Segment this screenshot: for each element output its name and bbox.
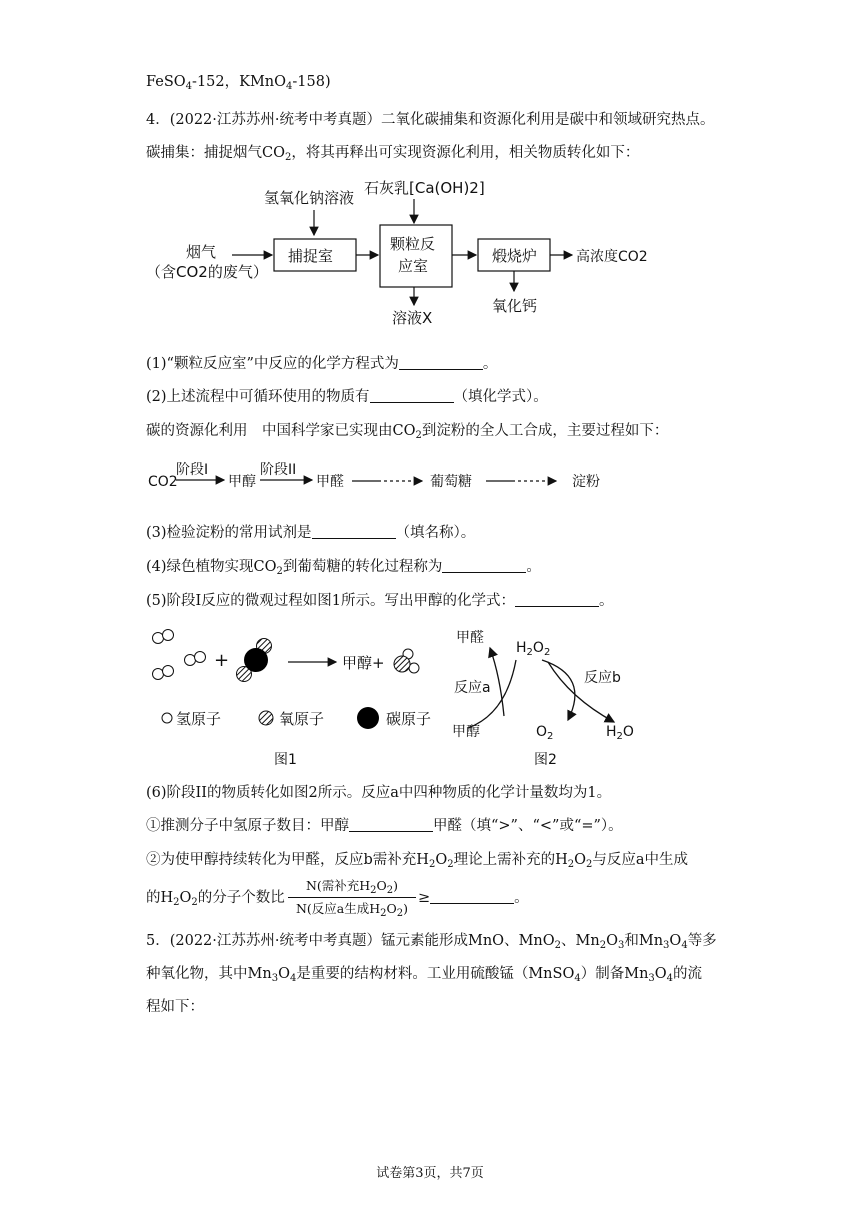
sub-question-4: (4)绿色植物实现$CO_2$到葡萄糖的转化过程称为 。 — [146, 559, 541, 577]
reaction-b-label: 反应b — [584, 670, 621, 686]
ratio-fraction — [288, 876, 416, 919]
hydrogen-molecule-1 — [153, 630, 174, 644]
flue-gas-note: （含CO2的废气） — [146, 263, 268, 281]
question-5-line-2: 种氧化物，其中$Mn_3O_4$是重要的结构材料。工业用硫酸锰（MnSO$_4$）制备$Mn_3O_4$的流 — [146, 966, 703, 984]
reaction-a-label: 反应a — [454, 680, 491, 696]
stage-2-label: 阶段II — [260, 462, 297, 478]
methanol-label: 甲醇 — [452, 724, 480, 740]
particle-reactor-label-2: 应室 — [398, 257, 429, 275]
stage-1-label: 阶段I — [176, 462, 209, 478]
geq-and-blank: ≥ 。 — [418, 890, 529, 906]
cao-label: 氧化钙 — [492, 297, 538, 315]
co2-molecule — [237, 639, 272, 682]
sub-question-6: (6)阶段II的物质转化如图2所示。反应a中四种物质的化学计量数均为1。 — [146, 785, 612, 801]
legend-hydrogen-symbol — [162, 713, 172, 723]
legend-carbon-label: 碳原子 — [386, 710, 432, 728]
sub-question-2: (2)上述流程中可循环使用的物质有 （填化学式）。 — [146, 389, 548, 405]
glucose-node: 葡萄糖 — [430, 474, 472, 490]
answer-blank[interactable] — [442, 557, 526, 573]
hydrogen-molecule-2 — [185, 652, 206, 666]
starch-node: 淀粉 — [572, 474, 600, 490]
formaldehyde-label: 甲醛 — [456, 630, 484, 646]
fraction-numerator: N(需补充$H_2O_2$) — [288, 876, 416, 898]
o2-label: $O_2$ — [536, 724, 554, 742]
lime-label: 石灰乳[Ca(OH)2] — [364, 179, 485, 197]
sub-question-6-part-1: ①推测分子中氢原子数目：甲醇 甲醛（填“>”、“<”或“=”）。 — [146, 818, 623, 834]
hydrogen-molecule-3 — [153, 666, 174, 680]
answer-blank[interactable] — [349, 816, 433, 832]
fraction-denominator: N(反应a生成$H_2O_2$) — [295, 901, 409, 919]
answer-blank[interactable] — [399, 354, 483, 370]
solution-x-label: 溶液X — [392, 309, 433, 327]
question-5-heading: 5．(2022·江苏苏州·统考中考真题）锰元素能形成MnO、MnO$_2$、$Mn_2O_3$和$Mn_3O_4$等多 — [146, 933, 717, 951]
capture-room-label: 捕捉室 — [288, 247, 334, 265]
sub-question-5: (5)阶段I反应的微观过程如图1所示。写出甲醇的化学式： 。 — [146, 593, 614, 609]
answer-blank[interactable] — [312, 523, 396, 539]
particle-reactor-label-1: 颗粒反 — [390, 235, 436, 253]
legend-hydrogen-label: 氢原子 — [176, 710, 222, 728]
figure-1-caption: 图1 — [274, 752, 297, 768]
figure-1-micro-process — [146, 624, 446, 770]
calciner-label: 煅烧炉 — [492, 247, 538, 265]
co2-node: CO2 — [148, 474, 178, 490]
answer-blank[interactable] — [370, 387, 454, 403]
question-4-heading: 4．(2022·江苏苏州·统考中考真题）二氧化碳捕集和资源化利用是碳中和领域研究热点。 — [146, 112, 715, 128]
legend-oxygen-label: 氧原子 — [279, 710, 325, 728]
question-5-line-3: 程如下： — [146, 999, 204, 1015]
carbon-capture-flow-diagram — [146, 175, 666, 335]
formaldehyde-node: 甲醛 — [316, 474, 344, 490]
sub-question-6-part-2-cont: 的$H_2O_2$的分子个数比 — [146, 890, 285, 908]
sub-question-1: (1)“颗粒反应室”中反应的化学方程式为 。 — [146, 356, 498, 372]
page-footer: 试卷第3页，共7页 — [376, 1166, 484, 1181]
h2o-label: $H_2O$ — [606, 724, 634, 742]
legend-oxygen-symbol — [259, 711, 273, 725]
text-line: FeSO$_4$-152，KMnO$_4$-158) — [146, 74, 331, 92]
answer-blank[interactable] — [515, 591, 599, 607]
resource-utilization-text: 碳的资源化利用 中国科学家已实现由$CO_2$到淀粉的全人工合成，主要过程如下： — [146, 423, 669, 441]
legend-carbon-symbol — [357, 707, 379, 729]
answer-blank[interactable] — [430, 888, 514, 904]
flue-gas-label: 烟气 — [186, 243, 217, 261]
co2-out-label: 高浓度CO2 — [576, 249, 648, 265]
figure-2-caption: 图2 — [534, 752, 557, 768]
methanol-node: 甲醇 — [228, 474, 256, 490]
sub-question-3: (3)检验淀粉的常用试剂是 （填名称）。 — [146, 525, 476, 541]
sub-question-6-part-2: ②为使甲醇持续转化为甲醛，反应b需补充$H_2O_2$理论上需补充的$H_2O_2$与反应a中生成 — [146, 852, 689, 870]
starch-synthesis-flow — [146, 456, 666, 500]
plus-sign: + — [214, 650, 230, 671]
methanol-plus-label: 甲醇+ — [342, 654, 385, 672]
h2o2-label: $H_2O_2$ — [516, 640, 551, 658]
question-4-intro: 碳捕集：捕捉烟气$CO_2$，将其再释出可实现资源化利用，相关物质转化如下： — [146, 145, 640, 163]
water-molecule — [394, 649, 419, 673]
figure-2-reaction-cycle — [450, 624, 670, 770]
naoh-label: 氢氧化钠溶液 — [264, 189, 355, 207]
